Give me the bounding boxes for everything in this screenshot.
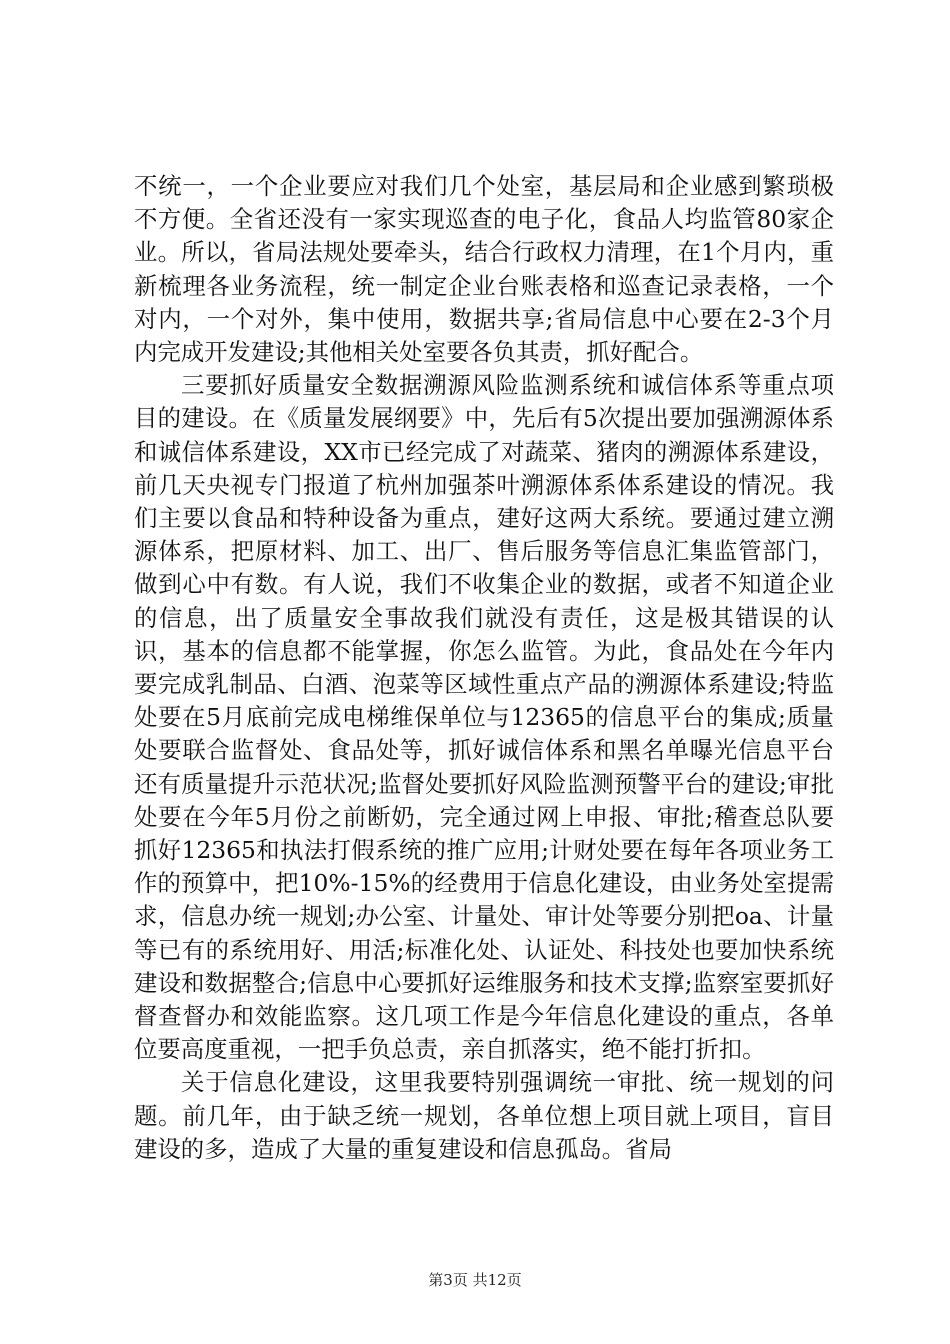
paragraph-unified-planning: 关于信息化建设，这里我要特别强调统一审批、统一规划的问题。前几年，由于缺乏统一规划，各单位想上项目就上项目，盲目建设的多，造成了大量的重复建设和信息孤岛。省局 bbox=[134, 1068, 834, 1163]
paragraph-continuation: 不统一，一个企业要应对我们几个处室，基层局和企业感到繁琐极不方便。全省还没有一家实现巡查的电子化，食品人均监管80家企业。所以，省局法规处要牵头，结合行政权力清理，在1个月内，重新梳理各业务流程，统一制定企业台账表格和巡查记录表格，一个对内，一个对外，集中使用，数据共享;省局信息中心要在2-3个月内完成开发建设;其他相关处室要各负其责，抓好配合。 bbox=[134, 172, 834, 367]
page-number-footer: 第3页 共12页 bbox=[428, 1271, 522, 1289]
document-body bbox=[134, 170, 834, 1166]
paragraph-key-projects: 三要抓好质量安全数据溯源风险监测系统和诚信体系等重点项目的建设。在《质量发展纲要》中，先后有5次提出要加强溯源体系和诚信体系建设，XX市已经完成了对蔬菜、猪肉的溯源体系建设，前几天央视专门报道了杭州加强茶叶溯源体系体系建设的情况。我们主要以食品和特种设备为重点，建好这两大系统。要通过建立溯源体系，把原材料、加工、出厂、售后服务等信息汇集监管部门，做到心中有数。有人说，我们不收集企业的数据，或者不知道企业的信息，出了质量安全事故我们就没有责任，这是极其错误的认识，基本的信息都不能掌握，你怎么监管。为此，食品处在今年内要完成乳制品、白酒、泡菜等区域性重点产品的溯源体系建设;特监处要在5月底前完成电梯维保单位与12365的信息平台的集成;质量处要联合监督处、食品处等，抓好诚信体系和黑名单曝光信息平台还有质量提升示范状况;监督处要抓好风险监测预警平台的建设;审批处要在今年5月份之前断奶，完全通过网上申报、审批;稽查总队要抓好12365和执法打假系统的推广应用;计财处要在每年各项业务工作的预算中，把10%-15%的经费用于信息化建设，由业务处室提需求，信息办统一规划;办公室、计量处、审计处等要分别把oa、计量等已有的系统用好、用活;标准化处、认证处、科技处也要加快系统建设和数据整合;信息中心要抓好运维服务和技术支撑;监察室要抓好督查督办和效能监察。这几项工作是今年信息化建设的重点，各单位要高度重视，一把手负总责，亲自抓落实，绝不能打折扣。 bbox=[134, 371, 834, 1064]
